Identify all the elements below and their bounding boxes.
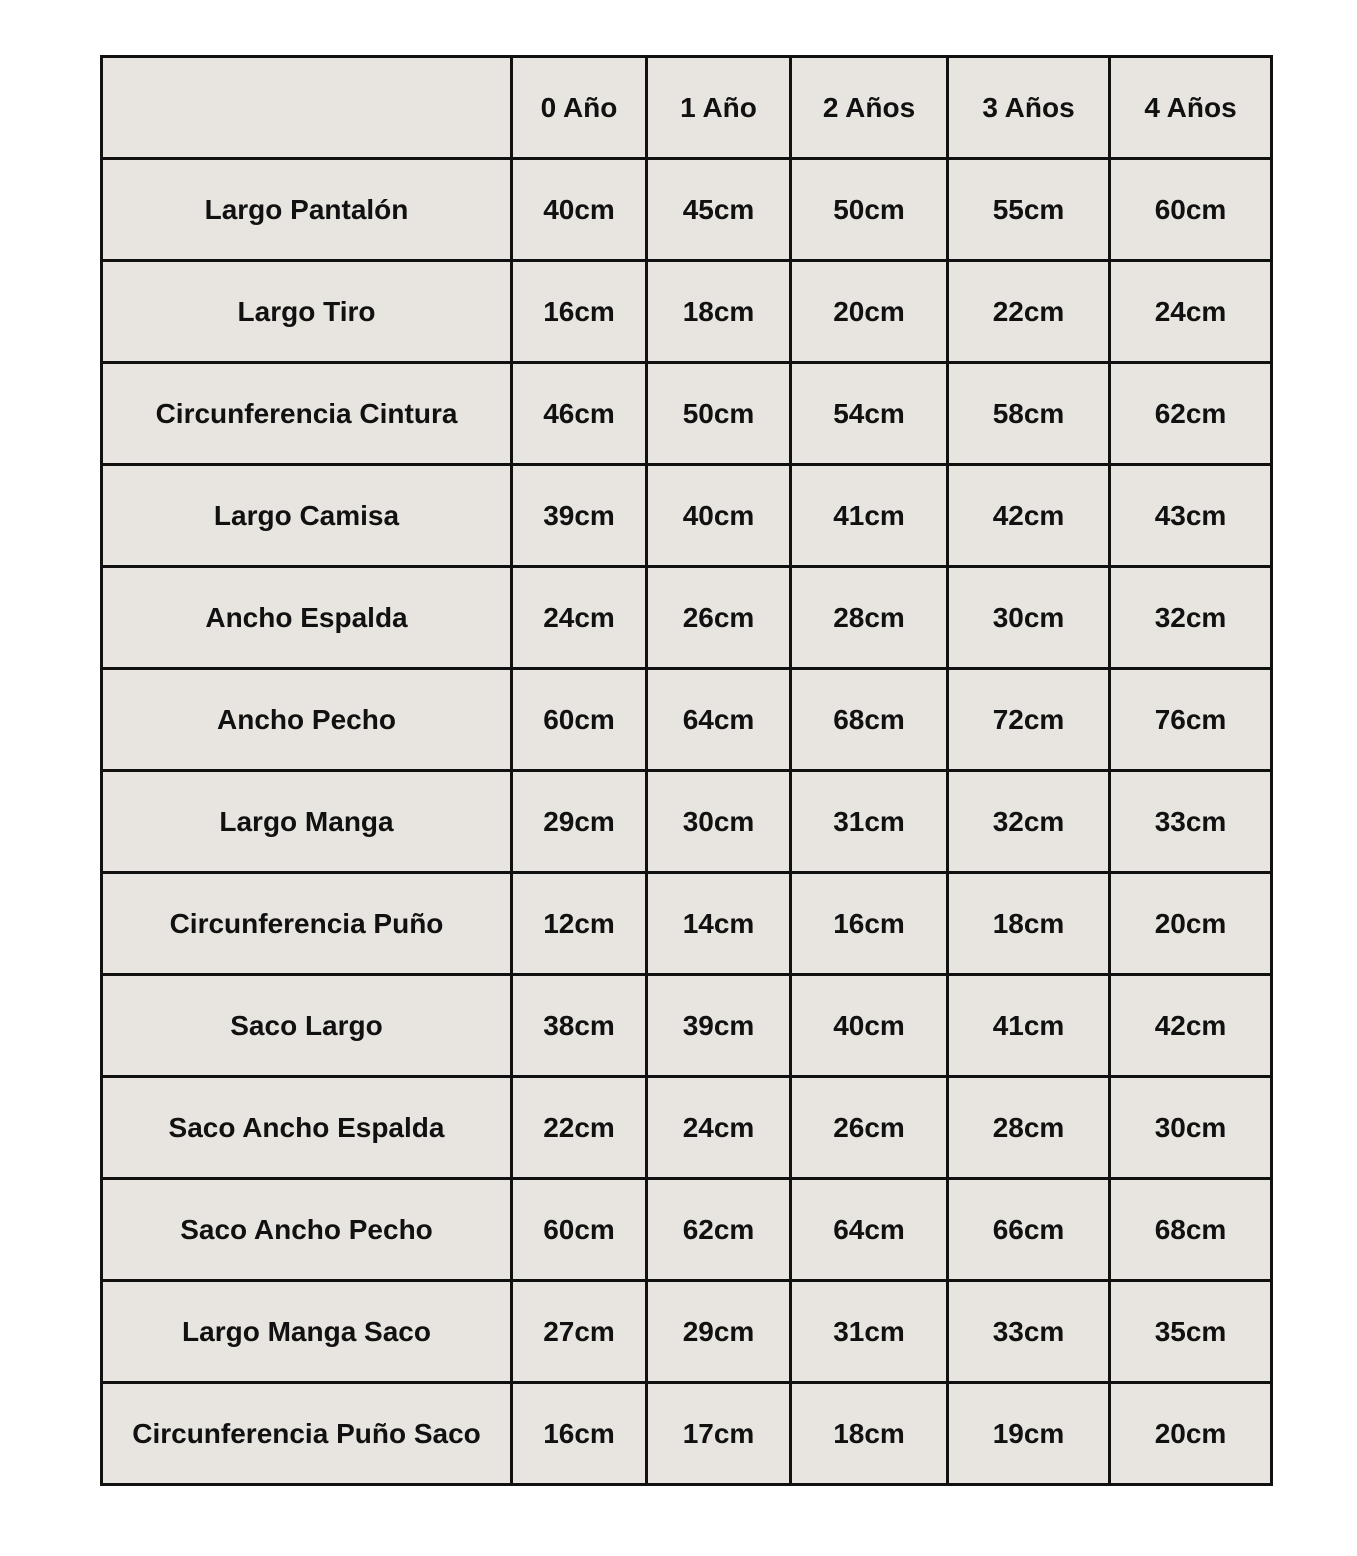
measurement-cell: 20cm <box>1110 1383 1272 1485</box>
measurement-cell: 30cm <box>1110 1077 1272 1179</box>
table-row <box>102 159 1272 261</box>
row-label-cell: Largo Manga Saco <box>102 1281 512 1383</box>
measurement-cell: 42cm <box>948 465 1110 567</box>
header-cell-age-4: 4 Años <box>1110 57 1272 159</box>
row-label-cell: Saco Largo <box>102 975 512 1077</box>
header-cell-age-3: 3 Años <box>948 57 1110 159</box>
measurement-cell: 60cm <box>512 1179 647 1281</box>
row-label-cell: Largo Camisa <box>102 465 512 567</box>
measurement-cell: 16cm <box>512 261 647 363</box>
table-body <box>102 159 1272 1485</box>
measurement-cell: 12cm <box>512 873 647 975</box>
table-row <box>102 465 1272 567</box>
measurement-cell: 18cm <box>647 261 791 363</box>
measurement-cell: 29cm <box>512 771 647 873</box>
measurement-cell: 62cm <box>647 1179 791 1281</box>
measurement-cell: 29cm <box>647 1281 791 1383</box>
row-label-cell: Largo Pantalón <box>102 159 512 261</box>
measurement-cell: 64cm <box>791 1179 948 1281</box>
measurement-cell: 58cm <box>948 363 1110 465</box>
table-header-row <box>102 57 1272 159</box>
table-row <box>102 567 1272 669</box>
measurement-cell: 22cm <box>512 1077 647 1179</box>
measurement-cell: 31cm <box>791 1281 948 1383</box>
table-row <box>102 363 1272 465</box>
table-row <box>102 1077 1272 1179</box>
measurement-cell: 26cm <box>647 567 791 669</box>
measurement-cell: 55cm <box>948 159 1110 261</box>
table-row <box>102 1179 1272 1281</box>
measurement-cell: 16cm <box>791 873 948 975</box>
measurement-cell: 14cm <box>647 873 791 975</box>
table-row <box>102 1281 1272 1383</box>
measurement-cell: 18cm <box>791 1383 948 1485</box>
row-label-cell: Ancho Espalda <box>102 567 512 669</box>
measurement-cell: 16cm <box>512 1383 647 1485</box>
measurement-cell: 33cm <box>948 1281 1110 1383</box>
header-cell-age-0: 0 Año <box>512 57 647 159</box>
measurement-cell: 72cm <box>948 669 1110 771</box>
measurement-cell: 39cm <box>512 465 647 567</box>
measurement-cell: 40cm <box>791 975 948 1077</box>
measurement-cell: 32cm <box>948 771 1110 873</box>
measurement-cell: 17cm <box>647 1383 791 1485</box>
header-cell-age-2: 2 Años <box>791 57 948 159</box>
measurement-cell: 60cm <box>512 669 647 771</box>
measurement-cell: 42cm <box>1110 975 1272 1077</box>
measurement-cell: 19cm <box>948 1383 1110 1485</box>
measurement-cell: 30cm <box>948 567 1110 669</box>
measurement-cell: 26cm <box>791 1077 948 1179</box>
row-label-cell: Circunferencia Puño <box>102 873 512 975</box>
measurement-cell: 40cm <box>512 159 647 261</box>
measurement-cell: 62cm <box>1110 363 1272 465</box>
measurement-cell: 30cm <box>647 771 791 873</box>
table-row <box>102 1383 1272 1485</box>
measurement-cell: 60cm <box>1110 159 1272 261</box>
header-cell-age-1: 1 Año <box>647 57 791 159</box>
measurement-cell: 18cm <box>948 873 1110 975</box>
measurement-cell: 24cm <box>1110 261 1272 363</box>
measurement-cell: 66cm <box>948 1179 1110 1281</box>
measurement-cell: 40cm <box>647 465 791 567</box>
measurement-cell: 31cm <box>791 771 948 873</box>
table-row <box>102 669 1272 771</box>
row-label-cell: Circunferencia Puño Saco <box>102 1383 512 1485</box>
measurement-cell: 32cm <box>1110 567 1272 669</box>
measurement-cell: 39cm <box>647 975 791 1077</box>
measurement-cell: 24cm <box>647 1077 791 1179</box>
row-label-cell: Saco Ancho Espalda <box>102 1077 512 1179</box>
measurement-cell: 64cm <box>647 669 791 771</box>
measurement-cell: 28cm <box>791 567 948 669</box>
measurement-cell: 50cm <box>647 363 791 465</box>
measurement-cell: 27cm <box>512 1281 647 1383</box>
row-label-cell: Ancho Pecho <box>102 669 512 771</box>
measurement-cell: 35cm <box>1110 1281 1272 1383</box>
measurement-cell: 20cm <box>1110 873 1272 975</box>
measurement-cell: 54cm <box>791 363 948 465</box>
measurement-cell: 76cm <box>1110 669 1272 771</box>
row-label-cell: Circunferencia Cintura <box>102 363 512 465</box>
measurement-cell: 20cm <box>791 261 948 363</box>
table-row <box>102 261 1272 363</box>
table-row <box>102 975 1272 1077</box>
table-row <box>102 771 1272 873</box>
row-label-cell: Saco Ancho Pecho <box>102 1179 512 1281</box>
measurement-cell: 50cm <box>791 159 948 261</box>
measurement-cell: 41cm <box>791 465 948 567</box>
measurement-cell: 43cm <box>1110 465 1272 567</box>
header-cell-empty <box>102 57 512 159</box>
table-row <box>102 873 1272 975</box>
row-label-cell: Largo Tiro <box>102 261 512 363</box>
measurement-cell: 33cm <box>1110 771 1272 873</box>
size-chart-table <box>100 55 1273 1486</box>
measurement-cell: 41cm <box>948 975 1110 1077</box>
measurement-cell: 24cm <box>512 567 647 669</box>
measurement-cell: 28cm <box>948 1077 1110 1179</box>
measurement-cell: 68cm <box>791 669 948 771</box>
row-label-cell: Largo Manga <box>102 771 512 873</box>
measurement-cell: 45cm <box>647 159 791 261</box>
measurement-cell: 46cm <box>512 363 647 465</box>
measurement-cell: 22cm <box>948 261 1110 363</box>
measurement-cell: 68cm <box>1110 1179 1272 1281</box>
measurement-cell: 38cm <box>512 975 647 1077</box>
